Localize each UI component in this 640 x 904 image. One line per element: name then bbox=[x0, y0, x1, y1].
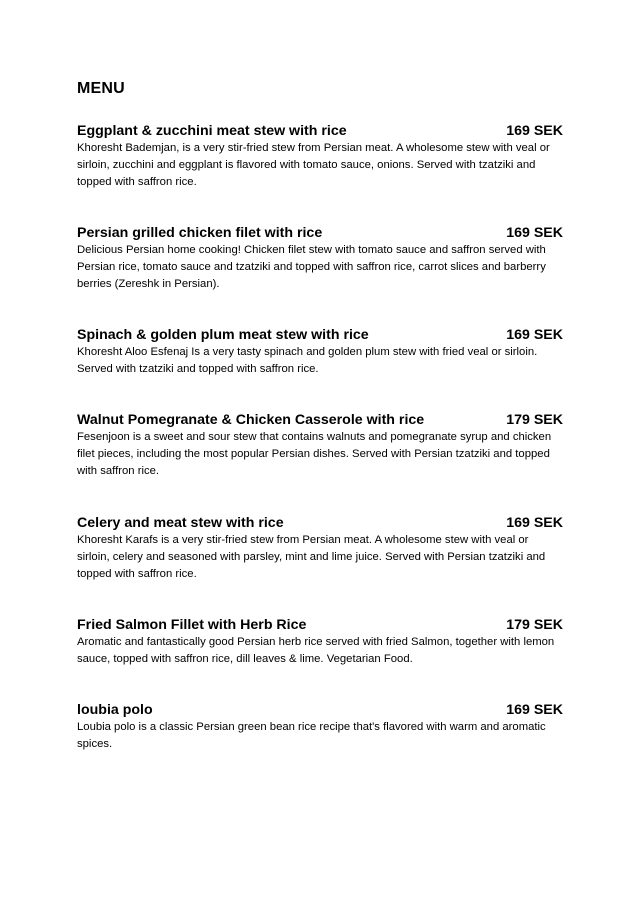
item-name: Fried Salmon Fillet with Herb Rice bbox=[77, 617, 307, 633]
item-price: 169 SEK bbox=[506, 327, 563, 343]
item-description: Fesenjoon is a sweet and sour stew that contains walnuts and pomegranate syrup and chicken filet pieces, including the most popular Persian dishes. Served with Persian tzatziki and topped with saffron rice. bbox=[77, 431, 552, 477]
item-price: 169 SEK bbox=[506, 123, 563, 139]
item-description: Khoresht Aloo Esfenaj Is a very tasty spinach and golden plum stew with fried veal or sirloin. Served with tzatziki and topped with saffron rice. bbox=[77, 346, 538, 375]
menu-item bbox=[77, 122, 563, 191]
menu-item bbox=[77, 616, 563, 668]
menu-item bbox=[77, 224, 563, 293]
item-description: Aromatic and fantastically good Persian herb rice served with fried Salmon, together with lemon sauce, topped with saffron rice, dill leaves & lime. Vegetarian Food. bbox=[77, 636, 555, 665]
item-name: Celery and meat stew with rice bbox=[77, 515, 284, 531]
menu-item bbox=[77, 701, 563, 753]
item-price: 169 SEK bbox=[506, 515, 563, 531]
item-description: Loubia polo is a classic Persian green bean rice recipe that's flavored with warm and aromatic spices. bbox=[77, 721, 546, 750]
item-name: Spinach & golden plum meat stew with rice bbox=[77, 327, 369, 343]
item-description: Delicious Persian home cooking! Chicken filet stew with tomato sauce and saffron served with Persian rice, tomato sauce and tzatziki and topped with saffron rice, carrot slices and barberry berries (Zereshk in Persian). bbox=[77, 244, 546, 290]
item-name: Persian grilled chicken filet with rice bbox=[77, 225, 323, 241]
item-price: 169 SEK bbox=[506, 225, 563, 241]
item-price: 179 SEK bbox=[506, 617, 563, 633]
item-name: Eggplant & zucchini meat stew with rice bbox=[77, 123, 347, 139]
item-name: Walnut Pomegranate & Chicken Casserole with rice bbox=[77, 412, 425, 428]
menu-item bbox=[77, 514, 563, 583]
item-name: loubia polo bbox=[77, 702, 153, 718]
menu-item bbox=[77, 411, 563, 480]
item-description: Khoresht Karafs is a very stir-fried stew from Persian meat. A wholesome stew with veal or sirloin, celery and seasoned with parsley, mint and lime juice. Served with Persian tzatziki and topped with saffron rice. bbox=[77, 534, 546, 580]
item-price: 169 SEK bbox=[506, 702, 563, 718]
item-price: 179 SEK bbox=[506, 412, 563, 428]
item-description: Khoresht Bademjan, is a very stir-fried stew from Persian meat. A wholesome stew with veal or sirloin, zucchini and eggplant is flavored with tomato sauce, onions. Served with tzatziki and topped with saffron rice. bbox=[77, 142, 550, 188]
menu-item bbox=[77, 326, 563, 378]
menu-title: MENU bbox=[77, 80, 125, 97]
